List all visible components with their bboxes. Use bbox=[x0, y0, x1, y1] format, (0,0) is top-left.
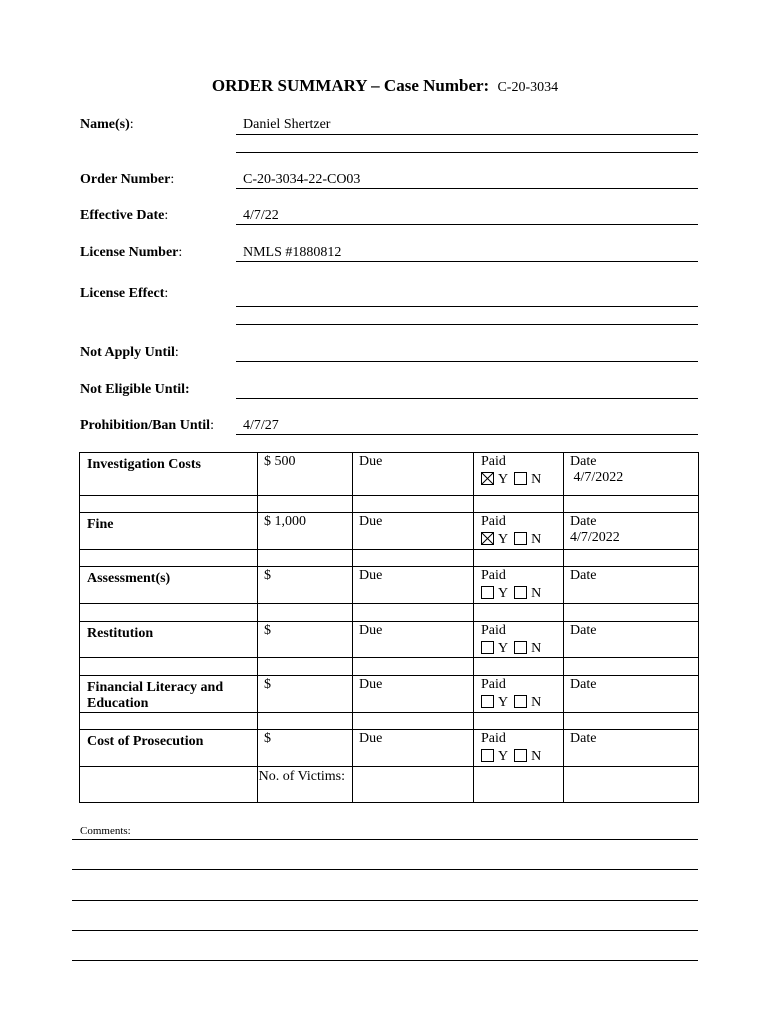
date-label: Date bbox=[570, 677, 597, 692]
license-effect-line-2 bbox=[236, 324, 698, 325]
yes-label: Y bbox=[498, 695, 509, 710]
spacer-cell bbox=[353, 713, 474, 730]
effective-date-line bbox=[236, 224, 698, 225]
prohibition-line bbox=[236, 434, 698, 435]
order-number-value[interactable]: C-20-3034-22-CO03 bbox=[243, 172, 361, 187]
order-number-line bbox=[236, 188, 698, 189]
due-label: Due bbox=[353, 622, 474, 658]
date-cell bbox=[564, 676, 699, 713]
spacer-cell bbox=[80, 713, 258, 730]
spacer-cell bbox=[258, 496, 353, 513]
cost-row bbox=[80, 453, 699, 496]
cost-name: Assessment(s) bbox=[80, 567, 258, 604]
comments-line-5[interactable] bbox=[72, 960, 698, 961]
license-effect-line-1 bbox=[236, 306, 698, 307]
yes-label: Y bbox=[498, 532, 509, 547]
paid-yn bbox=[481, 695, 563, 711]
spacer-cell bbox=[258, 713, 353, 730]
no-label: N bbox=[531, 641, 542, 656]
date-cell bbox=[564, 567, 699, 604]
cost-row bbox=[80, 567, 699, 604]
spacer-cell bbox=[474, 713, 564, 730]
date-label: Date bbox=[570, 623, 597, 638]
spacer-row bbox=[80, 496, 699, 513]
comments-line-3[interactable] bbox=[72, 900, 698, 901]
paid-yn bbox=[481, 586, 563, 602]
due-label: Due bbox=[353, 453, 474, 496]
spacer-cell bbox=[353, 550, 474, 567]
paid-cell bbox=[474, 676, 564, 713]
no-label: N bbox=[531, 749, 542, 764]
paid-label: Paid bbox=[481, 454, 506, 469]
spacer-cell bbox=[564, 496, 699, 513]
victims-label: No. of Victims: bbox=[258, 767, 353, 803]
spacer-cell bbox=[564, 713, 699, 730]
cost-row bbox=[80, 513, 699, 550]
empty-checkbox-icon[interactable] bbox=[514, 472, 527, 485]
effective-date-value[interactable]: 4/7/22 bbox=[243, 208, 279, 223]
date-value[interactable]: 4/7/2022 bbox=[570, 530, 620, 545]
empty-checkbox-icon[interactable] bbox=[481, 641, 494, 654]
spacer-cell bbox=[564, 550, 699, 567]
due-label: Due bbox=[353, 567, 474, 604]
no-label: N bbox=[531, 472, 542, 487]
spacer-cell bbox=[474, 496, 564, 513]
names-value[interactable]: Daniel Shertzer bbox=[243, 117, 331, 132]
cost-row bbox=[80, 622, 699, 658]
paid-label: Paid bbox=[481, 677, 506, 692]
page-title bbox=[0, 76, 770, 96]
paid-label: Paid bbox=[481, 731, 506, 746]
cost-amount[interactable]: $ bbox=[258, 730, 353, 767]
spacer-cell bbox=[258, 658, 353, 676]
no-label: N bbox=[531, 695, 542, 710]
paid-cell bbox=[474, 513, 564, 550]
date-label: Date bbox=[570, 514, 597, 529]
x-checkbox-icon[interactable] bbox=[481, 472, 494, 485]
due-label: Due bbox=[353, 513, 474, 550]
yes-label: Y bbox=[498, 641, 509, 656]
cost-amount[interactable]: $ 500 bbox=[258, 453, 353, 496]
cost-amount[interactable]: $ bbox=[258, 676, 353, 713]
spacer-row bbox=[80, 604, 699, 622]
paid-cell bbox=[474, 622, 564, 658]
spacer-row bbox=[80, 658, 699, 676]
spacer-cell bbox=[474, 604, 564, 622]
date-cell bbox=[564, 730, 699, 767]
prohibition-label: Prohibition/Ban Until: bbox=[80, 418, 214, 433]
paid-yn bbox=[481, 749, 563, 765]
victims-row bbox=[80, 767, 699, 803]
date-label: Date bbox=[570, 568, 597, 583]
date-cell bbox=[564, 453, 699, 496]
not-eligible-until-label: Not Eligible Until: bbox=[80, 382, 190, 397]
spacer-cell bbox=[353, 604, 474, 622]
no-label: N bbox=[531, 586, 542, 601]
title-label: ORDER SUMMARY – Case Number: bbox=[211, 76, 490, 95]
yes-label: Y bbox=[498, 472, 509, 487]
spacer-cell bbox=[258, 550, 353, 567]
cost-row bbox=[80, 730, 699, 767]
victims-value[interactable] bbox=[353, 767, 474, 803]
empty-checkbox-icon[interactable] bbox=[514, 532, 527, 545]
due-label: Due bbox=[353, 676, 474, 713]
paid-label: Paid bbox=[481, 514, 506, 529]
comments-line-2[interactable] bbox=[72, 869, 698, 870]
victims-blank bbox=[474, 767, 564, 803]
order-number-label: Order Number: bbox=[80, 172, 175, 187]
paid-yn bbox=[481, 472, 563, 488]
empty-checkbox-icon[interactable] bbox=[514, 749, 527, 762]
cost-name: Restitution bbox=[80, 622, 258, 658]
empty-checkbox-icon[interactable] bbox=[514, 641, 527, 654]
comments-label: Comments: bbox=[80, 825, 131, 837]
date-label: Date bbox=[570, 731, 597, 746]
names-line-2 bbox=[236, 152, 698, 153]
empty-checkbox-icon[interactable] bbox=[481, 749, 494, 762]
paid-cell bbox=[474, 730, 564, 767]
prohibition-value[interactable]: 4/7/27 bbox=[243, 418, 279, 433]
paid-label: Paid bbox=[481, 623, 506, 638]
spacer-cell bbox=[80, 550, 258, 567]
cost-name: Financial Literacy and Education bbox=[80, 676, 258, 713]
license-effect-label: License Effect: bbox=[80, 286, 169, 301]
comments-line-4[interactable] bbox=[72, 930, 698, 931]
paid-label: Paid bbox=[481, 568, 506, 583]
cost-name: Fine bbox=[80, 513, 258, 550]
spacer-cell bbox=[80, 658, 258, 676]
names-line-1 bbox=[236, 134, 698, 135]
date-label: Date bbox=[570, 454, 597, 469]
paid-yn bbox=[481, 641, 563, 657]
case-number: C-20-3034 bbox=[497, 80, 559, 95]
spacer-cell bbox=[474, 550, 564, 567]
date-value[interactable]: 4/7/2022 bbox=[570, 470, 624, 485]
comments-line-1[interactable] bbox=[72, 839, 698, 840]
date-cell bbox=[564, 513, 699, 550]
license-number-value[interactable]: NMLS #1880812 bbox=[243, 245, 342, 260]
cost-amount[interactable]: $ bbox=[258, 567, 353, 604]
spacer-cell bbox=[353, 658, 474, 676]
victims-blank bbox=[80, 767, 258, 803]
paid-cell bbox=[474, 453, 564, 496]
date-cell bbox=[564, 622, 699, 658]
due-label: Due bbox=[353, 730, 474, 767]
x-checkbox-icon[interactable] bbox=[481, 532, 494, 545]
empty-checkbox-icon[interactable] bbox=[514, 695, 527, 708]
paid-yn bbox=[481, 532, 563, 548]
spacer-cell bbox=[80, 496, 258, 513]
empty-checkbox-icon[interactable] bbox=[514, 586, 527, 599]
paid-cell bbox=[474, 567, 564, 604]
not-apply-until-line bbox=[236, 361, 698, 362]
names-label: Name(s): bbox=[80, 117, 134, 132]
no-label: N bbox=[531, 532, 542, 547]
spacer-cell bbox=[564, 658, 699, 676]
cost-amount[interactable]: $ bbox=[258, 622, 353, 658]
not-apply-until-label: Not Apply Until: bbox=[80, 345, 179, 360]
victims-blank bbox=[564, 767, 699, 803]
empty-checkbox-icon[interactable] bbox=[481, 695, 494, 708]
yes-label: Y bbox=[498, 749, 509, 764]
spacer-cell bbox=[564, 604, 699, 622]
spacer-cell bbox=[80, 604, 258, 622]
cost-name: Cost of Prosecution bbox=[80, 730, 258, 767]
spacer-cell bbox=[353, 496, 474, 513]
costs-table bbox=[79, 452, 699, 803]
spacer-cell bbox=[258, 604, 353, 622]
cost-amount[interactable]: $ 1,000 bbox=[258, 513, 353, 550]
effective-date-label: Effective Date: bbox=[80, 208, 169, 223]
empty-checkbox-icon[interactable] bbox=[481, 586, 494, 599]
not-eligible-until-line bbox=[236, 398, 698, 399]
spacer-row bbox=[80, 713, 699, 730]
cost-row bbox=[80, 676, 699, 713]
spacer-row bbox=[80, 550, 699, 567]
spacer-cell bbox=[474, 658, 564, 676]
yes-label: Y bbox=[498, 586, 509, 601]
license-number-label: License Number: bbox=[80, 245, 183, 260]
cost-name: Investigation Costs bbox=[80, 453, 258, 496]
license-number-line bbox=[236, 261, 698, 262]
